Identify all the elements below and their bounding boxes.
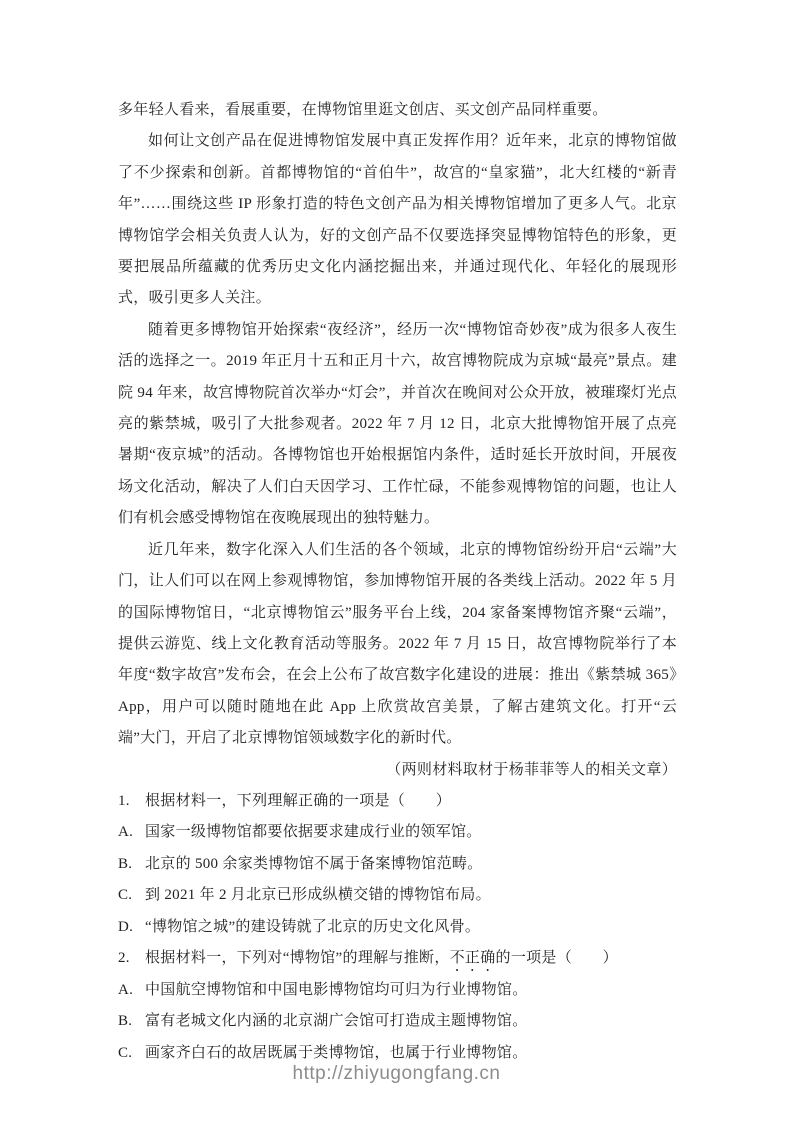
- option-text: 中国航空博物馆和中国电影博物馆均可归为行业博物馆。: [145, 981, 528, 998]
- stem-emphasized: 不正确: [449, 949, 496, 966]
- question-2: [118, 943, 677, 1069]
- document-content: [118, 95, 677, 1069]
- paragraph-1: 多年轻人看来，看展重要，在博物馆里逛文创店、买文创产品同样重要。: [118, 102, 608, 118]
- question-2-number: 2.: [118, 949, 130, 966]
- option-text: 国家一级博物馆都要依据要求建成行业的领军馆。: [145, 824, 482, 841]
- question-2-option-a: [118, 975, 677, 1006]
- attribution-line: （两则材料取材于杨菲菲等人的相关文章）: [386, 761, 677, 778]
- paragraph-3: 随着更多博物馆开始探索“夜经济”，经历一次“博物馆奇妙夜”成为很多人夜生活的选择之一。2019 年正月十五和正月十六，故宫博物院成为京城“最亮”景点。建院 94 年来，故宫博物院首次举办“灯会”，并首次在晚间对公众开放，被璀璨灯光点亮的紫禁城，吸引了大批参观者。2022 年 7 月 12 日，北京大批博物馆开展了点亮暑期“夜京城”的活动。各博物馆也开始根据馆内条件，适时延长开放时间，开展夜场文化活动，解决了人们白天因学习、工作忙碌，不能参观博物馆的问题，也让人们有机会感受博物馆在夜晚展现出的独特魅力。: [118, 321, 677, 527]
- option-text: 富有老城文化内涵的北京湖广会馆可打造成主题博物馆。: [145, 1013, 528, 1030]
- question-2-stem-text: [145, 943, 677, 975]
- footer-url: http://zhiyugongfang.cn: [292, 1063, 501, 1084]
- paragraph-4: 近几年来，数字化深入人们生活的各个领域，北京的博物馆纷纷开启“云端”大门，让人们可以在网上参观博物馆，参加博物馆开展的各类线上活动。2022 年 5 月的国际博物馆日，“北京博物馆云”服务平台上线，204 家备案博物馆齐聚“云端”，提供云游览、线上文化教育活动等服务。2022 年 7 月 15 日，故宫博物院举行了本年度“数字故宫”发布会，在会上公布了故宫数字化建设的进展：推出《紫禁城 365》App，用户可以随时随地在此 App 上欣赏故宫美景，了解古建筑文化。打开“云端”大门，开启了北京博物馆领域数字化的新时代。: [118, 541, 677, 747]
- question-1-option-b: [118, 849, 677, 880]
- stem-post: 的一项是（ ）: [495, 949, 618, 966]
- option-text: 到 2021 年 2 月北京已形成纵横交错的博物馆布局。: [145, 887, 491, 904]
- option-text: 画家齐白石的故居既属于类博物馆，也属于行业博物馆。: [145, 1044, 528, 1061]
- question-1-option-d: [118, 912, 677, 943]
- question-2-stem: [118, 943, 677, 975]
- option-label: A.: [118, 824, 134, 841]
- question-1: [118, 786, 677, 943]
- question-1-stem: [118, 786, 677, 817]
- option-label: B.: [118, 855, 133, 872]
- question-1-number: 1.: [118, 792, 130, 809]
- option-label: C.: [118, 887, 133, 904]
- option-label: D.: [118, 918, 134, 935]
- option-label: B.: [118, 1013, 133, 1030]
- option-text: 北京的 500 余家类博物馆不属于备案博物馆范畴。: [145, 855, 483, 872]
- option-text: “博物馆之城”的建设铸就了北京的历史文化风骨。: [145, 918, 481, 935]
- question-1-stem-text: 根据材料一，下列理解正确的一项是（ ）: [145, 792, 452, 809]
- question-1-option-c: [118, 880, 677, 911]
- paragraph-2: 如何让文创产品在促进博物馆发展中真正发挥作用？近年来，北京的博物馆做了不少探索和创新。首都博物馆的“首伯牛”，故宫的“皇家猫”，北大红楼的“新青年”……围绕这些 IP 形象打造的特色文创产品为相关博物馆增加了更多人气。北京博物馆学会相关负责人认为，好的文创产品不仅要选择突显博物馆特色的形象，更要把展品所蕴藏的优秀历史文化内涵挖掘出来，并通过现代化、年轻化的展现形式，吸引更多人关注。: [118, 133, 677, 307]
- stem-pre: 根据材料一，下列对“博物馆”的理解与推断，: [145, 949, 450, 966]
- question-1-option-a: [118, 817, 677, 848]
- option-label: A.: [118, 981, 134, 998]
- question-2-option-b: [118, 1006, 677, 1037]
- option-label: C.: [118, 1044, 133, 1061]
